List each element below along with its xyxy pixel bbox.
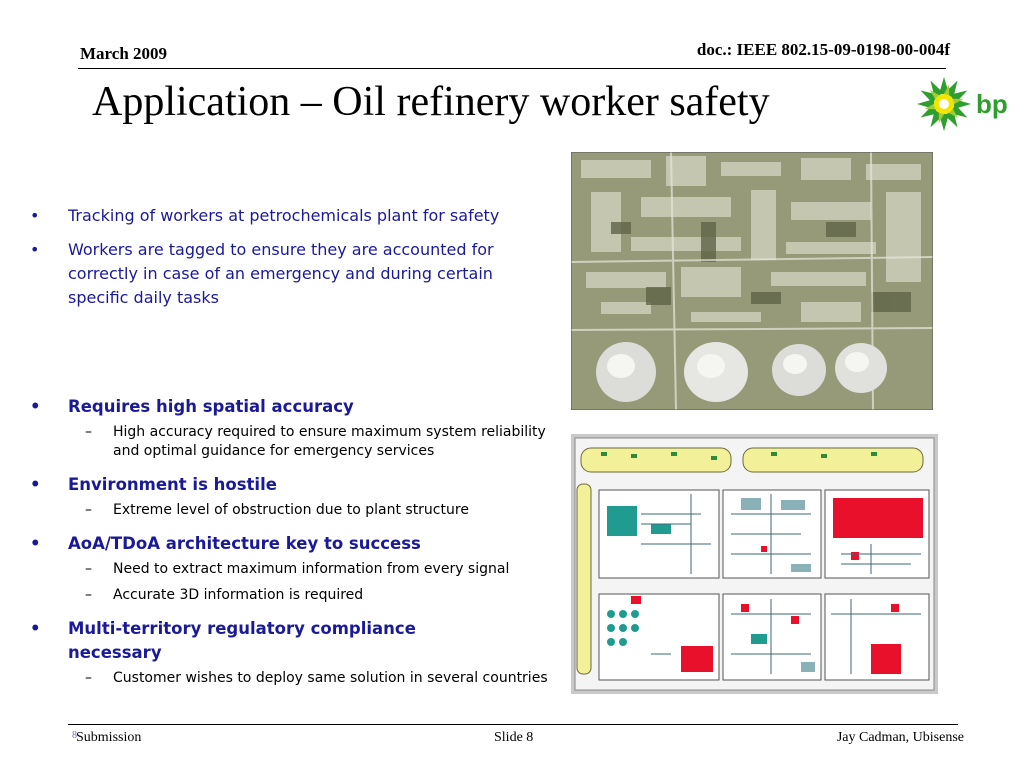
bullet-item: • Tracking of workers at petrochemicals plant for safety <box>30 204 550 228</box>
bp-helios-logo-icon <box>916 74 1016 134</box>
header-divider <box>78 68 946 69</box>
requirement-heading: • Environment is hostile <box>30 473 550 497</box>
footer-submission: Submission <box>76 730 142 745</box>
footer-author: Jay Cadman, Ubisense <box>836 730 964 745</box>
refinery-site-plan <box>571 434 938 694</box>
plan-teal-unit <box>607 506 637 536</box>
requirement-detail: – Need to extract maximum information from every signal <box>30 560 550 579</box>
footer-divider <box>68 724 958 725</box>
slide-body <box>30 204 550 688</box>
bp-logo-text: bp <box>976 89 1008 119</box>
header-date: March 2009 <box>80 44 168 63</box>
requirement-detail: – High accuracy required to ensure maximum system reliability and optimal guidance for emergency services <box>30 423 550 461</box>
requirement-detail: – Extreme level of obstruction due to plant structure <box>30 501 550 520</box>
requirement-heading: • Requires high spatial accuracy <box>30 395 550 419</box>
bullet-item: • Workers are tagged to ensure they are accounted for correctly in case of an emergency and during certain specific daily tasks <box>30 238 550 310</box>
helios-sunburst <box>917 77 971 131</box>
refinery-aerial-photo <box>571 152 933 410</box>
requirement-detail: – Customer wishes to deploy same solution in several countries <box>30 669 553 688</box>
footer-slide-number: Slide 8 <box>494 730 534 745</box>
document-id: doc.: IEEE 802.15-09-0198-00-004f <box>696 40 950 59</box>
slide-number-mark: 8 <box>72 730 77 741</box>
requirement-heading: • AoA/TDoA architecture key to success <box>30 532 550 556</box>
slide-title: Application – Oil refinery worker safety <box>92 79 770 125</box>
plan-red-zone <box>833 498 923 538</box>
requirement-heading: • Multi-territory regulatory compliance necessary <box>30 617 498 665</box>
requirement-detail: – Accurate 3D information is required <box>30 586 550 605</box>
